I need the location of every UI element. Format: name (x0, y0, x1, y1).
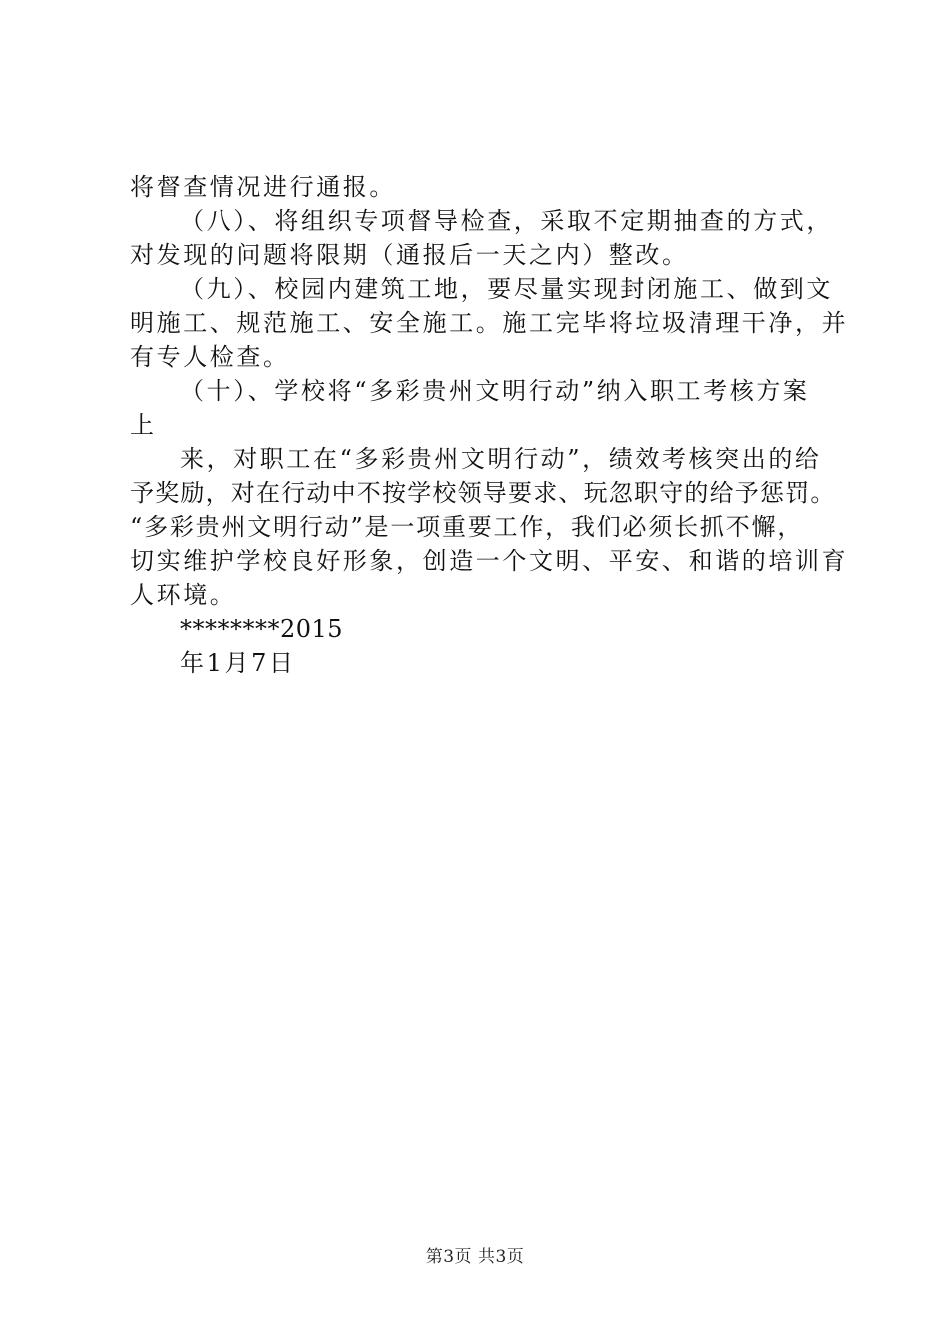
text-line: “多彩贵州文明行动”是一项重要工作，我们必须长抓不懈， (130, 513, 804, 541)
document-body (130, 170, 850, 680)
text-line: 上 (130, 411, 157, 439)
date-line: 年1月7日 (180, 649, 296, 677)
text-line: （八）、将组织专项督导检查，采取不定期抽查的方式， (180, 207, 833, 235)
text-line: 切实维护学校良好形象，创造一个文明、平安、和谐的培训育 (130, 547, 849, 575)
text-line: （九）、校园内建筑工地，要尽量实现封闭施工、做到文 (180, 275, 833, 303)
text-line: 人环境。 (130, 581, 237, 609)
text-line: 有专人检查。 (130, 343, 290, 371)
page-footer: 第3页 共3页 (425, 1247, 525, 1267)
text-line: 对发现的问题将限期（通报后一天之内）整改。 (130, 241, 689, 269)
text-line: 来，对职工在“多彩贵州文明行动”，绩效考核突出的给 (180, 445, 822, 473)
text-line: 将督查情况进行通报。 (130, 173, 396, 201)
text-line: （十）、学校将“多彩贵州文明行动”纳入职工考核方案 (180, 377, 810, 405)
text-line: 予奖励，对在行动中不按学校领导要求、玩忽职守的给予惩罚。 (130, 479, 836, 507)
text-line: 明施工、规范施工、安全施工。施工完毕将垃圾清理干净，并 (130, 309, 849, 337)
signature-line: ********2015 (180, 615, 344, 643)
